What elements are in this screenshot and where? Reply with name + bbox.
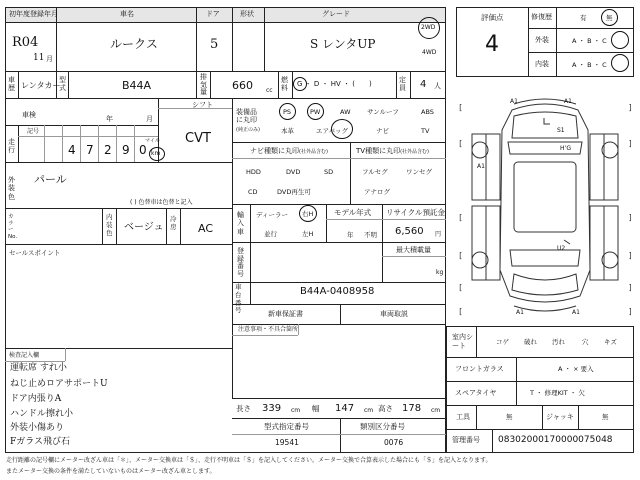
exterior-color-value: パール: [34, 173, 67, 186]
first-reg-label: 初年度登録年月: [9, 10, 58, 18]
equip-navi: ナビ: [376, 127, 389, 135]
navi-cd: CD: [248, 188, 258, 196]
tick-3: [: [458, 139, 463, 148]
tick-11: [: [458, 307, 463, 316]
recycle-value: 6,560: [395, 226, 424, 237]
equip-pw: PW: [310, 108, 321, 116]
diag-label-5: A1: [477, 163, 485, 170]
category-label: 類別区分番号: [360, 422, 405, 431]
equip-aw: AW: [340, 108, 351, 116]
tick-6: ]: [628, 213, 633, 222]
mileage-digit-2: 7: [86, 143, 94, 157]
inspector-item-4: ハンドル擦れ小: [10, 409, 74, 419]
interior-c-circle: [611, 54, 629, 72]
first-reg-month: 11: [33, 53, 45, 63]
max-load-unit: kg: [436, 269, 444, 276]
seat-item-1: コゲ: [496, 338, 509, 346]
tools-value: 無: [506, 413, 513, 421]
navi-sd: SD: [324, 168, 334, 176]
max-load-label: 最大積載量: [396, 246, 431, 254]
capacity-label: 定員: [399, 76, 406, 93]
diag-label-6: U2: [557, 245, 566, 252]
fuel-value: G ・ D ・ HV ・ ( ): [297, 80, 372, 88]
interior-color-label: 内装色: [106, 213, 113, 237]
equip-sunroof: サンルーフ: [367, 108, 399, 116]
chassis-label: 車台番号: [235, 283, 242, 315]
mile-label: マイル: [145, 138, 160, 144]
jack-label: ジャッキ: [546, 413, 574, 421]
recycle-label: リサイクル預託金: [386, 208, 445, 217]
equip-airbag: エアバッグ: [316, 127, 348, 135]
exterior-grade-label: 外装: [535, 36, 549, 44]
model-year-label: モデル年式: [334, 208, 372, 217]
interior-grade-abc: A ・ B ・ C: [572, 61, 607, 69]
tick-5: [: [458, 213, 463, 222]
tick-8: ]: [628, 251, 633, 260]
diag-label-3: S1: [557, 127, 565, 134]
first-reg-year: R04: [12, 35, 39, 50]
model-label: 型式: [59, 76, 66, 93]
width-unit: cm: [364, 407, 374, 414]
tick-7: [: [458, 251, 463, 260]
management-value: 08302000170000075048: [498, 435, 613, 445]
tick-12: ]: [628, 307, 633, 316]
car-name-value: ルークス: [110, 37, 158, 51]
front-glass-value: A ・ × 要入: [558, 365, 594, 373]
chassis-value: B44A-0408958: [300, 286, 375, 297]
import-right-h: 右H: [302, 210, 314, 218]
ac-value: AC: [198, 222, 214, 235]
shift-label: シフト: [192, 101, 213, 109]
repair-label: 修復歴: [531, 13, 552, 21]
navi-title: [250, 148, 328, 155]
door-value: 5: [210, 37, 219, 52]
exterior-c-circle: [611, 31, 629, 49]
use-label: 車歴: [8, 76, 15, 93]
capacity-value: 4: [420, 79, 427, 90]
inspection-label: 車検: [22, 111, 36, 119]
import-label: 輸入車: [237, 211, 244, 236]
seat-item-3: 汚れ: [552, 338, 565, 346]
width-value: 147: [335, 403, 355, 414]
seat-label: 室内シート: [452, 333, 473, 351]
navi-hdd: HDD: [246, 168, 261, 176]
shift-value: CVT: [185, 131, 211, 146]
model-value: B44A: [122, 79, 152, 92]
mileage-digit-5: 0: [139, 143, 147, 157]
seat-item-4: 穴: [582, 338, 589, 346]
registration-label: 登録番号: [237, 247, 244, 279]
length-value: 339: [262, 403, 282, 414]
recycle-unit: 円: [435, 231, 442, 238]
shape-label: 形状: [240, 10, 254, 18]
jack-value: 無: [602, 413, 609, 421]
mileage-label: 走行: [8, 138, 15, 155]
import-dealer: ディーラー: [256, 211, 288, 219]
header-label-row: [6, 8, 445, 22]
seat-item-2: 破れ: [524, 338, 537, 346]
height-unit: cm: [431, 407, 441, 414]
displacement-value: 660: [232, 79, 253, 92]
km-label: km: [151, 150, 161, 157]
displacement-label: 排気量: [200, 73, 207, 97]
seat-item-5: キズ: [604, 338, 617, 346]
tick-4: ]: [628, 139, 633, 148]
vehicle-manual: 車両取説: [380, 310, 408, 318]
footer-line-2: またメーター交換の条件を満たしていないものはメーター改ざん車とします。: [6, 468, 216, 475]
equipment-note: (純正のみ): [236, 127, 260, 133]
exterior-color-label: 外装色: [8, 176, 15, 201]
interior-grade-label: 内装: [535, 60, 549, 68]
diag-label-1: A1: [510, 98, 518, 105]
diag-label-8: A1: [572, 309, 580, 316]
mileage-digit-4: 9: [122, 143, 130, 157]
exterior-color-note: ( ) 色替車は色替と記入: [130, 199, 193, 206]
inspection-year-unit: 年: [106, 115, 113, 123]
tools-label: 工具: [456, 413, 470, 421]
tv-oneseg: ワンセグ: [406, 168, 432, 176]
spare-tire-value: T ・ 修理KIT ・ 欠: [530, 389, 585, 397]
length-unit: cm: [291, 407, 301, 414]
inspector-label: 検査記入欄: [9, 352, 40, 359]
mileage-digit-1: 4: [68, 143, 76, 157]
tick-10: ]: [628, 283, 633, 292]
color-no-label: カラーNo.: [8, 214, 18, 240]
inspector-item-6: Fガラス飛び石: [10, 437, 70, 447]
tv-title: [356, 148, 429, 155]
inspector-item-3: ドア内張りA: [10, 394, 62, 404]
diag-label-4: H’G: [560, 145, 572, 152]
grade-value: S レンタUP: [310, 37, 376, 51]
tv-note: (社外品含む): [400, 149, 429, 155]
memo-label: 記号: [27, 128, 40, 135]
import-parallel: 並行: [264, 230, 277, 238]
footer-line-1: 走行距離の記号欄にメーター改ざん車は「＊」、メーター交換車は「＄」、走行不明車は「＄」を記入してください。メーター交換で合算表示した場合にも「＄」を記入となります。: [6, 457, 492, 464]
equip-tv: TV: [421, 127, 430, 135]
first-reg-month-unit: 月: [46, 55, 53, 63]
navi-note: (社外品含む): [299, 149, 328, 155]
drive-2wd: 2WD: [421, 24, 436, 31]
length-label: 長さ: [236, 404, 251, 413]
tv-title-text: TV種類に丸印: [356, 147, 401, 155]
tick-1: [: [458, 103, 463, 112]
inspection-month-unit: 月: [146, 115, 153, 123]
navi-dvd-play: DVD再生可: [277, 188, 311, 196]
displacement-unit: cc: [266, 87, 273, 94]
drive-4wd: 4WD: [422, 49, 437, 56]
car-name-label: 車名: [120, 10, 134, 18]
inspector-item-1: 運転席 すれ小: [10, 363, 67, 373]
car-damage-diagram: [452, 90, 638, 320]
door-label: ドア: [206, 10, 220, 18]
category-value: 0076: [384, 438, 404, 447]
capacity-unit: 人: [434, 82, 441, 90]
equip-ps: PS: [283, 108, 292, 116]
repair-yes: 有: [580, 14, 587, 22]
mileage-digit-3: 2: [104, 143, 112, 157]
model-year-unit: 年: [347, 231, 354, 239]
diag-label-7: A1: [516, 309, 524, 316]
fuel-label: 燃料: [281, 76, 288, 93]
grade-label: グレード: [322, 10, 350, 18]
model-year-unknown: 不明: [364, 231, 377, 239]
diag-label-2: A1: [564, 98, 572, 105]
front-glass-label: フロントガラス: [455, 365, 504, 373]
type-designation-label: 型式指定番号: [264, 422, 309, 431]
inspector-item-5: 外装小傷あり: [10, 423, 65, 433]
score-value: 4: [485, 32, 499, 57]
navi-title-text: ナビ種類に丸印: [250, 147, 299, 155]
navi-dvd: DVD: [286, 168, 301, 176]
tick-9: [: [458, 283, 463, 292]
import-left-h: 左H: [302, 230, 314, 238]
interior-color-value: ベージュ: [124, 222, 164, 233]
spare-tire-label: スペアタイヤ: [455, 389, 497, 397]
tv-analog: アナログ: [364, 188, 390, 196]
use-value: レンタカー: [21, 81, 61, 90]
notes-label: 注意事項・不具合箇所: [238, 326, 299, 333]
equipment-label: 装備品に丸印: [236, 108, 257, 125]
repair-no: 無: [606, 14, 613, 22]
width-label: 幅: [312, 404, 320, 413]
sales-point-label: セールスポイント: [9, 249, 61, 257]
score-label: 評価点: [481, 13, 504, 22]
exterior-grade-abc: A ・ B ・ C: [572, 37, 607, 45]
equip-leather: 本革: [281, 127, 294, 135]
height-label: 高さ: [378, 404, 393, 413]
type-designation-value: 19541: [275, 438, 299, 447]
equip-abs: ABS: [421, 108, 434, 116]
ac-label: 冷房: [170, 215, 177, 231]
inspector-item-2: ねじ止めロアサポートU: [10, 379, 108, 389]
tick-2: ]: [628, 103, 633, 112]
tv-fullseg: フルセグ: [362, 168, 388, 176]
height-value: 178: [402, 403, 422, 414]
management-label: 管理番号: [452, 436, 480, 444]
new-car-warranty: 新車保証書: [268, 310, 303, 318]
